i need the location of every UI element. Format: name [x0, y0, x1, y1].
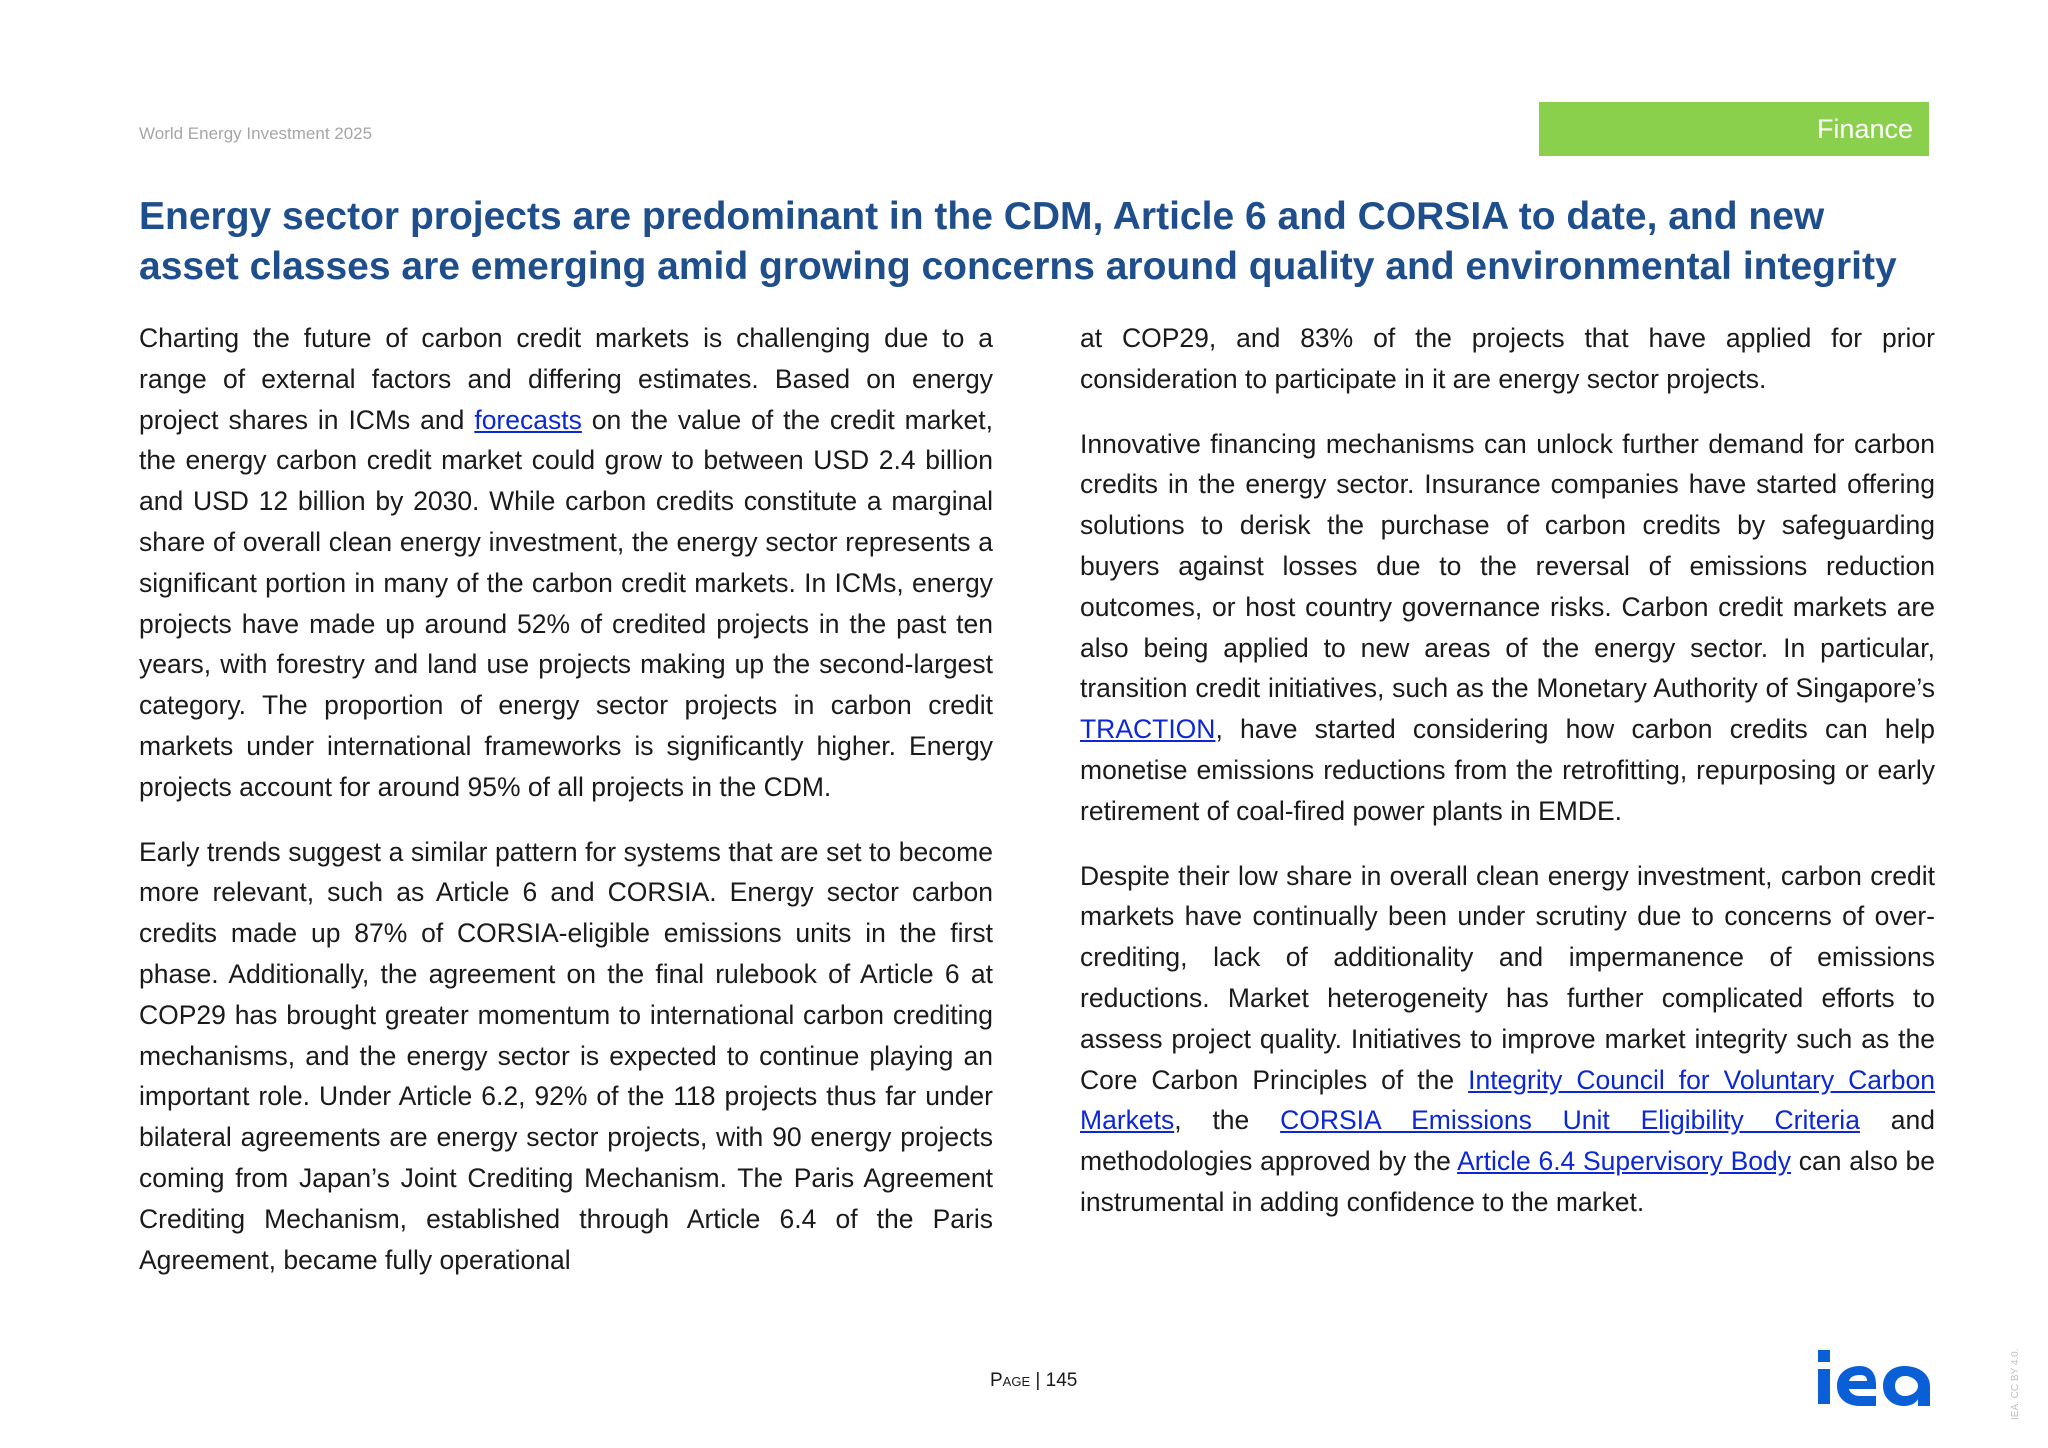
page-number [990, 1370, 1077, 1392]
paragraph-text: can also be instrumental in adding confidence to the market. [1080, 1146, 1936, 1217]
page-label: Page [990, 1370, 1031, 1391]
paragraph-text: Innovative financing mechanisms can unlock further demand for carbon credits in the energy sector. Insurance companies have started offering solutions to derisk the purchase of carbon credits by safeguarding buyers against losses due to the reversal of emissions reduction outcomes, or host country governance risks. Carbon credit markets are also being applied to new areas of the energy sector. In particular, transition credit initiatives, such as the Monetary Authority of Singapore’s [1080, 428, 1935, 704]
traction-link[interactable]: TRACTION [1080, 714, 1216, 745]
paragraph [139, 318, 993, 808]
page-headline: Energy sector projects are predominant in the CDM, Article 6 and CORSIA to date, and new asset classes are emerging amid growing concerns around quality and environmental integrity [139, 195, 1897, 288]
paragraph [1080, 856, 1935, 1223]
license-note: IEA. CC BY 4.0. [2010, 1348, 2021, 1420]
page-number-value: 145 [1045, 1370, 1078, 1391]
icvcm-link[interactable]: Integrity Council for Voluntary Carbon Markets [1080, 1064, 1936, 1136]
iea-logo [1818, 1350, 1932, 1406]
article-6-4-supervisory-body-link[interactable]: Article 6.4 Supervisory Body [1457, 1146, 1792, 1177]
paragraph: at COP29, and 83% of the projects that have applied for prior consideration to participate in it are energy sector projects. [1080, 323, 1935, 394]
section-tag: Finance [1539, 102, 1929, 156]
paragraph-text: Despite their low share in overall clean energy investment, carbon credit markets have continually been under scrutiny due to concerns of over-crediting, lack of additionality and impermanence of emissions reductions. Market heterogeneity has further complicated efforts to assess project quality. Initiatives to improve market integrity such as the Core Carbon Principles of the [1080, 860, 1935, 1095]
left-column [139, 318, 993, 1304]
forecasts-link[interactable]: forecasts [474, 404, 582, 435]
paragraph [1080, 424, 1935, 832]
paragraph: Early trends suggest a similar pattern for systems that are set to become more relevant, such as Article 6 and CORSIA. Energy sector carbon credits made up 87% of CORSIA-eligible emissions units in the first phase. Additionally, the agreement on the final rulebook of Article 6 at COP29 has brought greater momentum to international carbon crediting mechanisms, and the energy sector is expected to continue playing an important role. Under Article 6.2, 92% of the 118 projects thus far under bilateral agreements are energy sector projects, with 90 energy projects coming from Japan’s Joint Crediting Mechanism. The Paris Agreement Crediting Mechanism, established through Article 6.4 of the Paris Agreement, became fully operational [139, 836, 993, 1275]
right-column [1080, 318, 1935, 1247]
paragraph-text: Charting the future of carbon credit markets is challenging due to a range of external factors and differing estimates. Based on energy project shares in ICMs and [139, 323, 993, 435]
page-separator: | [1030, 1370, 1046, 1391]
paragraph-text: and methodologies approved by the [1080, 1105, 1935, 1177]
paragraph-text: , the [1174, 1105, 1281, 1136]
corsia-criteria-link[interactable]: CORSIA Emissions Unit Eligibility Criteria [1280, 1105, 1860, 1136]
paragraph-text: on the value of the credit market, the energy carbon credit market could grow to between USD 2.4 billion and USD 12 billion by 2030. While carbon credits constitute a marginal share of overall clean energy investment, the energy sector represents a significant portion in many of the carbon credit markets. In ICMs, energy projects have made up around 52% of credited projects in the past ten years, with forestry and land use projects making up the second-largest category. The proportion of energy sector projects in carbon credit markets under international frameworks is significantly higher. Energy projects account for around 95% of all projects in the CDM. [139, 404, 994, 802]
paragraph-text: , have started considering how carbon credits can help monetise emissions reductions from the retrofitting, repurposing or early retirement of coal-fired power plants in EMDE. [1080, 714, 1935, 826]
document-title: World Energy Investment 2025 [139, 124, 373, 143]
